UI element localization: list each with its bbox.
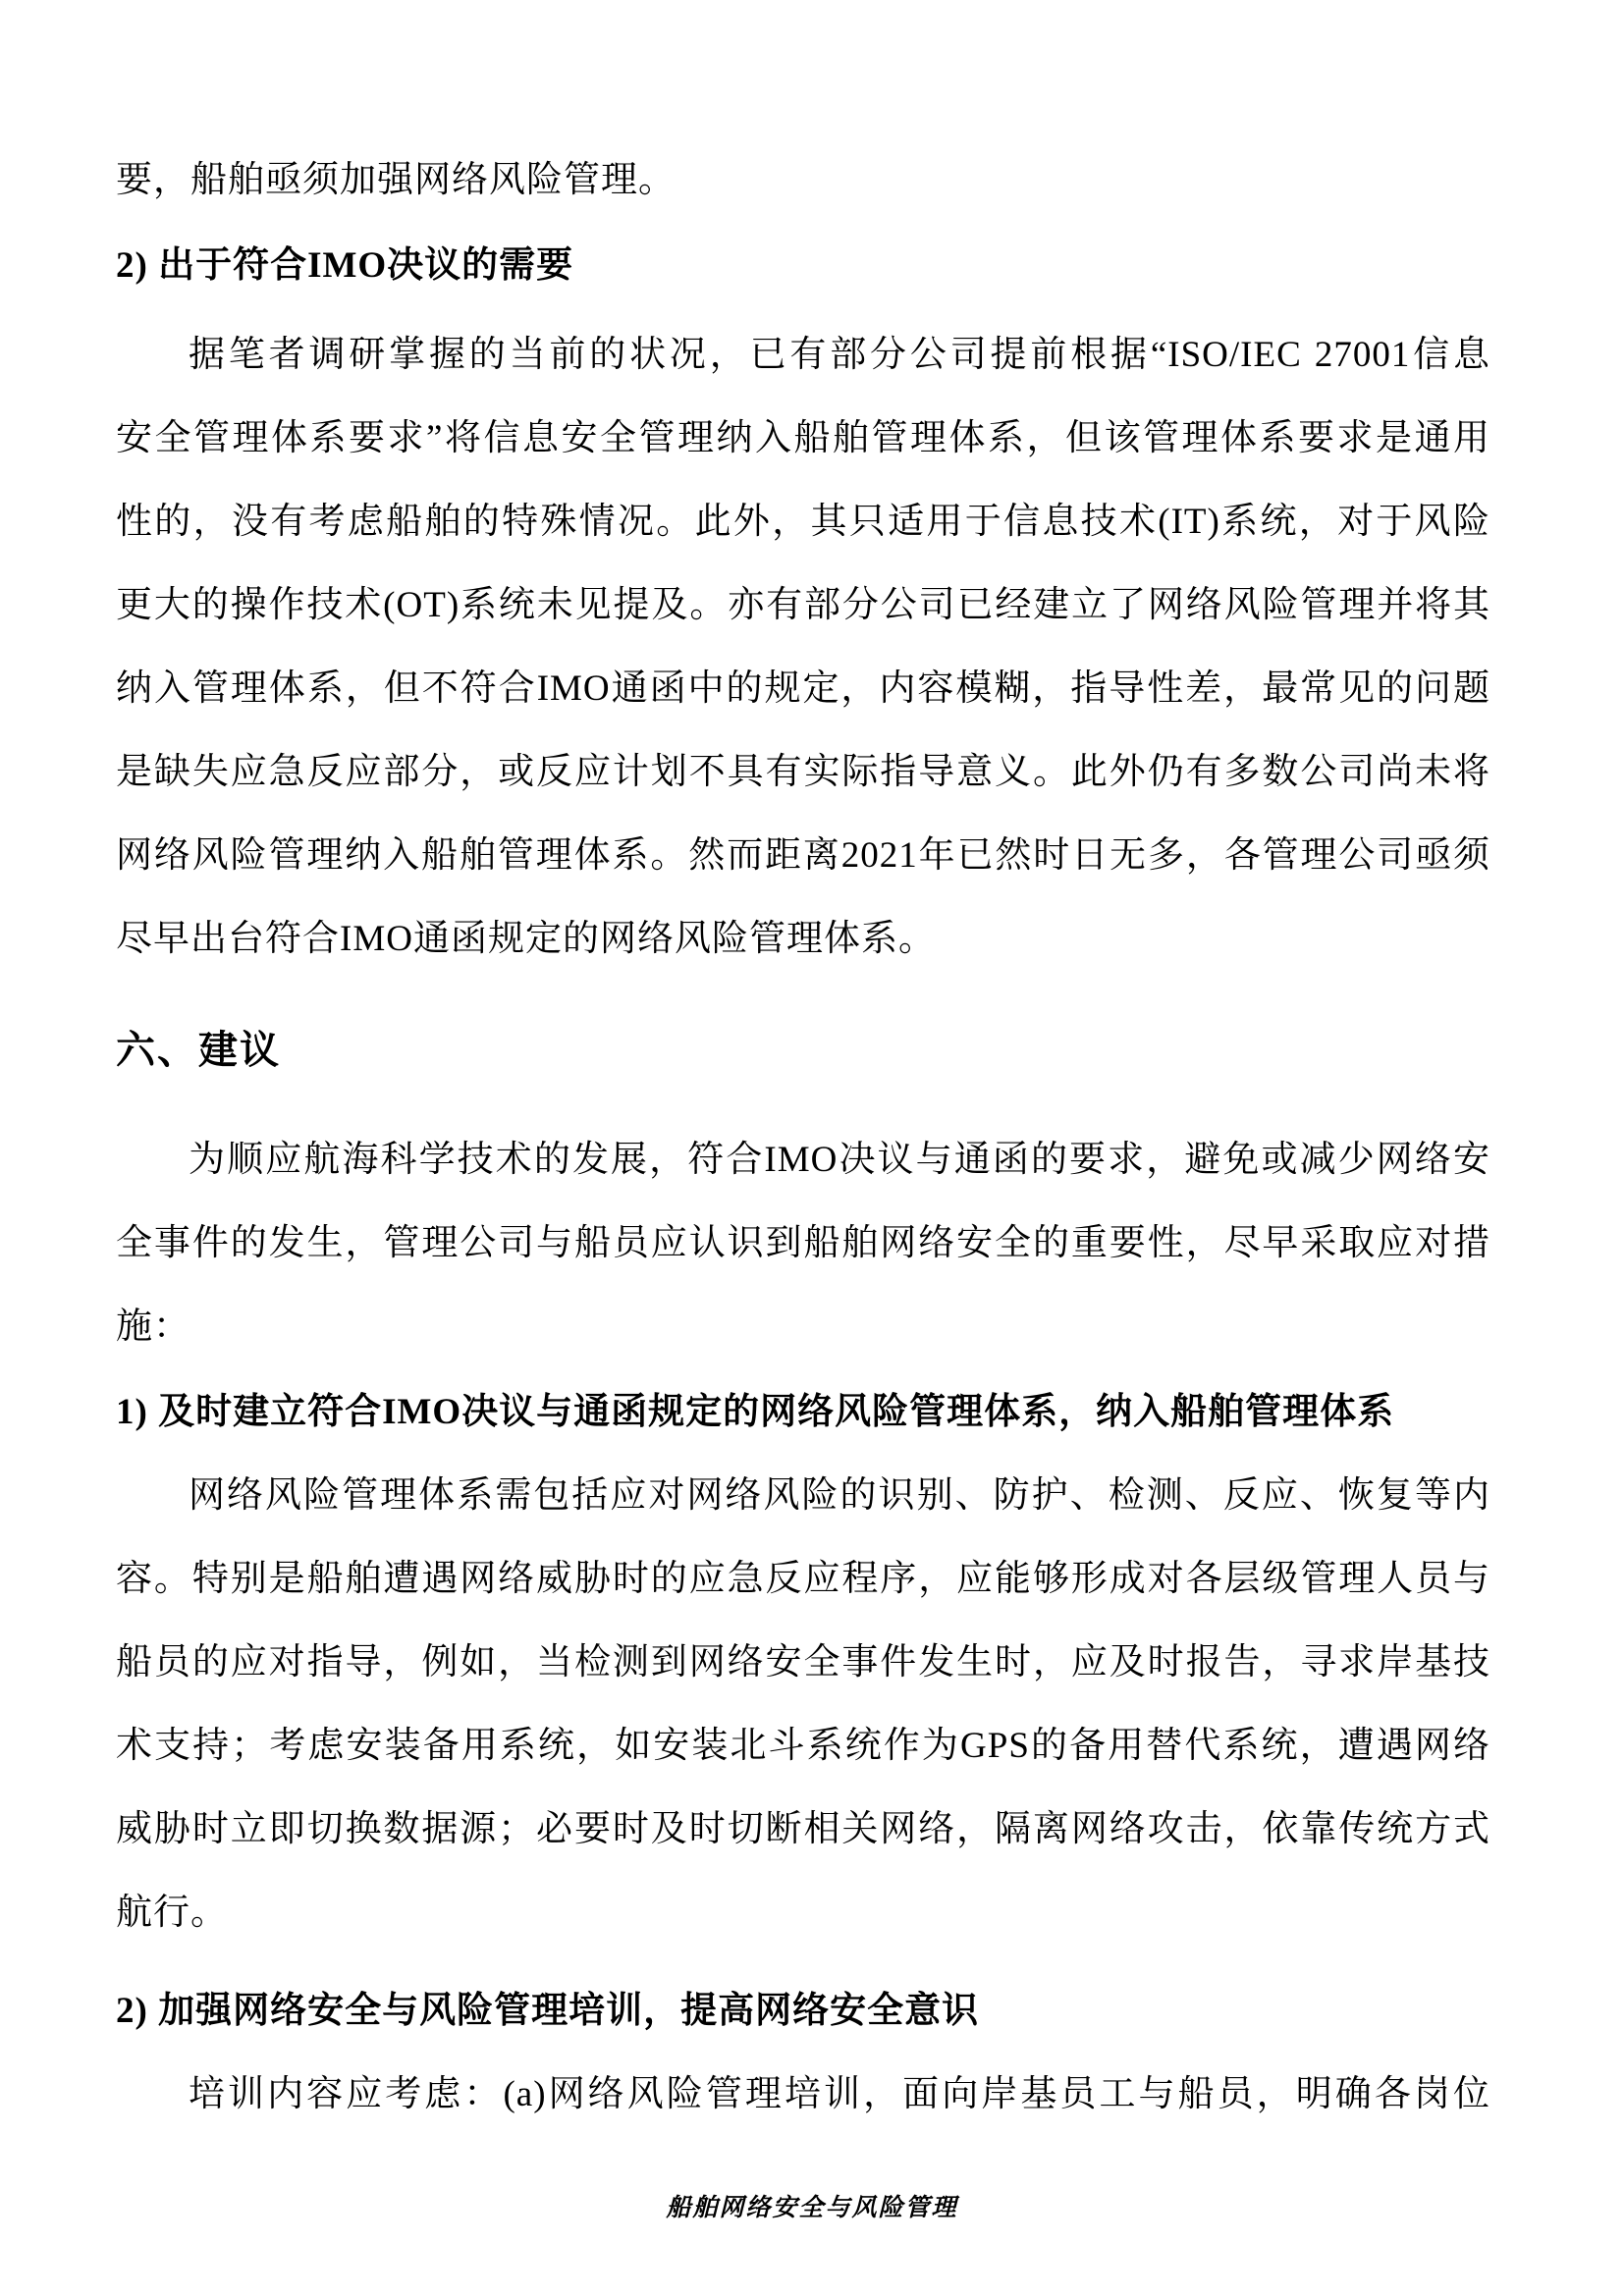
paragraph-line: 容。特别是船舶遭遇网络威胁时的应急反应程序，应能够形成对各层级管理人员与 [116,1559,1490,1599]
page-footer-title: 船舶网络安全与风险管理 [666,2195,958,2221]
subsection-heading: 2) 加强网络安全与风险管理培训，提高网络安全意识 [116,1991,980,2031]
paragraph-line: 尽早出台符合IMO通函规定的网络风险管理体系。 [116,919,936,959]
paragraph-line: 术支持；考虑安装备用系统，如安装北斗系统作为GPS的备用替代系统，遭遇网络 [116,1726,1490,1766]
paragraph-line: 是缺失应急反应部分，或反应计划不具有实际指导意义。此外仍有多数公司尚未将 [116,752,1490,792]
paragraph-line: 性的，没有考虑船舶的特殊情况。此外，其只适用于信息技术(IT)系统，对于风险 [116,502,1490,542]
paragraph-line: 安全管理体系要求”将信息安全管理纳入船舶管理体系，但该管理体系要求是通用 [116,418,1490,458]
paragraph-line: 网络风险管理纳入船舶管理体系。然而距离2021年已然时日无多，各管理公司亟须 [116,835,1490,876]
paragraph-line: 要，船舶亟须加强网络风险管理。 [116,160,676,200]
paragraph-line: 航行。 [116,1893,228,1933]
paragraph-line: 更大的操作技术(OT)系统未见提及。亦有部分公司已经建立了网络风险管理并将其 [116,585,1490,625]
subsection-heading: 1) 及时建立符合IMO决议与通函规定的网络风险管理体系，纳入船舶管理体系 [116,1392,1395,1432]
paragraph-line: 全事件的发生，管理公司与船员应认识到船舶网络安全的重要性，尽早采取应对措 [116,1223,1490,1263]
paragraph-line: 船员的应对指导，例如，当检测到网络安全事件发生时，应及时报告，寻求岸基技 [116,1642,1490,1682]
paragraph-line: 纳入管理体系，但不符合IMO通函中的规定，内容模糊，指导性差，最常见的问题 [116,668,1490,709]
paragraph-line: 网络风险管理体系需包括应对网络风险的识别、防护、检测、反应、恢复等内 [189,1475,1490,1516]
paragraph-line: 培训内容应考虑：(a)网络风险管理培训，面向岸基员工与船员，明确各岗位 [189,2074,1490,2114]
paragraph-line: 为顺应航海科学技术的发展，符合IMO决议与通函的要求，避免或减少网络安 [189,1140,1490,1180]
paragraph-line: 施： [116,1307,190,1347]
paragraph-line: 威胁时立即切换数据源；必要时及时切断相关网络，隔离网络攻击，依靠传统方式 [116,1809,1490,1849]
paragraph-line: 据笔者调研掌握的当前的状况，已有部分公司提前根据“ISO/IEC 27001信息 [189,335,1490,375]
section-heading: 六、建议 [116,1028,281,1072]
subsection-heading: 2) 出于符合IMO决议的需要 [116,245,574,286]
